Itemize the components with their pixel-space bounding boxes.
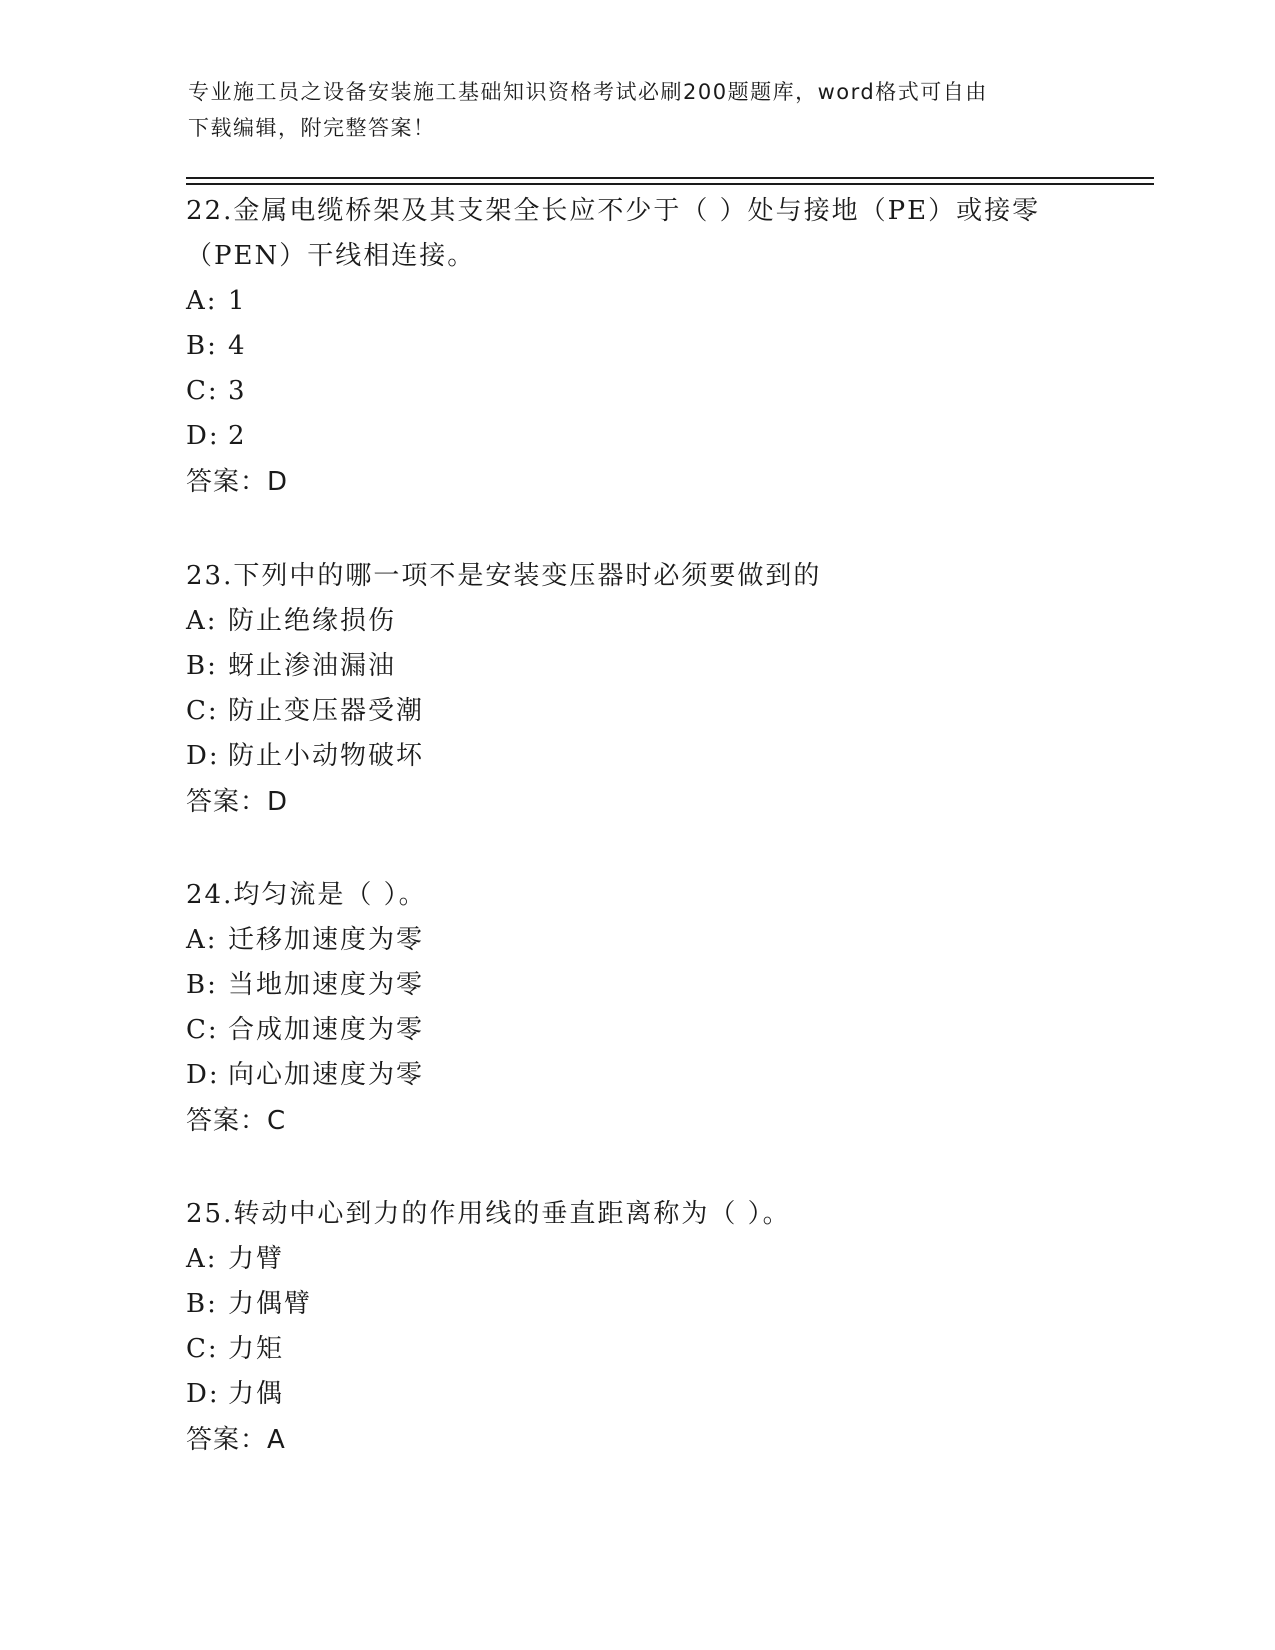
option-text: 防止变压器受潮: [228, 696, 425, 726]
option-text: 力偶臂: [228, 1289, 313, 1319]
option-letter: D:: [186, 741, 220, 771]
option-letter: A:: [186, 606, 218, 636]
option-text: 当地加速度为零: [228, 970, 425, 1000]
option-d: [186, 1053, 1086, 1098]
option-letter: A:: [186, 286, 218, 316]
option-letter: D:: [186, 421, 220, 451]
answer-line: 答案：C: [186, 1106, 287, 1136]
option-b: [186, 963, 1086, 1008]
option-text: 防止小动物破坏: [228, 741, 425, 771]
option-b: [186, 644, 1086, 689]
question-22: [186, 189, 1086, 505]
option-text: 合成加速度为零: [228, 1015, 425, 1045]
option-text: 1: [228, 286, 247, 316]
option-text: 3: [228, 376, 247, 406]
option-text: 迁移加速度为零: [228, 925, 425, 955]
option-text: 力臂: [228, 1244, 285, 1274]
header-divider-bottom: [186, 183, 1154, 185]
option-c: [186, 369, 1086, 414]
option-c: [186, 1008, 1086, 1053]
option-b: [186, 1282, 1086, 1327]
question-title: 23.下列中的哪一项不是安装变压器时必须要做到的: [186, 561, 822, 591]
option-text: 防止绝缘损伤: [228, 606, 397, 636]
option-text: 蚜止渗油漏油: [228, 651, 397, 681]
question-title-continued: （PEN）干线相连接。: [186, 241, 476, 271]
option-letter: B:: [186, 651, 218, 681]
option-letter: A:: [186, 925, 218, 955]
option-text: 向心加速度为零: [228, 1060, 425, 1090]
header-line-2: 下载编辑，附完整答案！: [188, 116, 436, 140]
option-letter: B:: [186, 1289, 218, 1319]
option-letter: A:: [186, 1244, 218, 1274]
answer-line: 答案：A: [186, 1425, 286, 1455]
option-c: [186, 1327, 1086, 1372]
option-a: [186, 599, 1086, 644]
option-c: [186, 689, 1086, 734]
answer-line: 答案：D: [186, 467, 289, 497]
option-a: [186, 279, 1086, 324]
option-letter: C:: [186, 1334, 219, 1364]
document-header: [188, 74, 1088, 146]
option-letter: D:: [186, 1379, 220, 1409]
answer-line: 答案：D: [186, 787, 289, 817]
option-text: 力偶: [228, 1379, 285, 1409]
question-25: [186, 1192, 1086, 1463]
option-b: [186, 324, 1086, 369]
option-a: [186, 918, 1086, 963]
question-title: 25.转动中心到力的作用线的垂直距离称为（ ）。: [186, 1199, 791, 1229]
question-title: 22.金属电缆桥架及其支架全长应不少于（ ）处与接地（PE）或接零: [186, 196, 1041, 226]
option-d: [186, 734, 1086, 779]
option-letter: B:: [186, 970, 218, 1000]
option-letter: B:: [186, 331, 218, 361]
option-letter: C:: [186, 376, 219, 406]
header-divider-top: [186, 177, 1154, 179]
question-24: [186, 873, 1086, 1144]
option-letter: C:: [186, 696, 219, 726]
option-letter: D:: [186, 1060, 220, 1090]
option-text: 力矩: [228, 1334, 285, 1364]
option-text: 4: [228, 331, 247, 361]
option-d: [186, 414, 1086, 459]
question-23: [186, 554, 1086, 825]
option-text: 2: [228, 421, 247, 451]
option-d: [186, 1372, 1086, 1417]
option-letter: C:: [186, 1015, 219, 1045]
question-title: 24.均匀流是（ ）。: [186, 880, 427, 910]
option-a: [186, 1237, 1086, 1282]
header-line-1: 专业施工员之设备安装施工基础知识资格考试必刷200题题库，word格式可自由: [188, 80, 988, 104]
